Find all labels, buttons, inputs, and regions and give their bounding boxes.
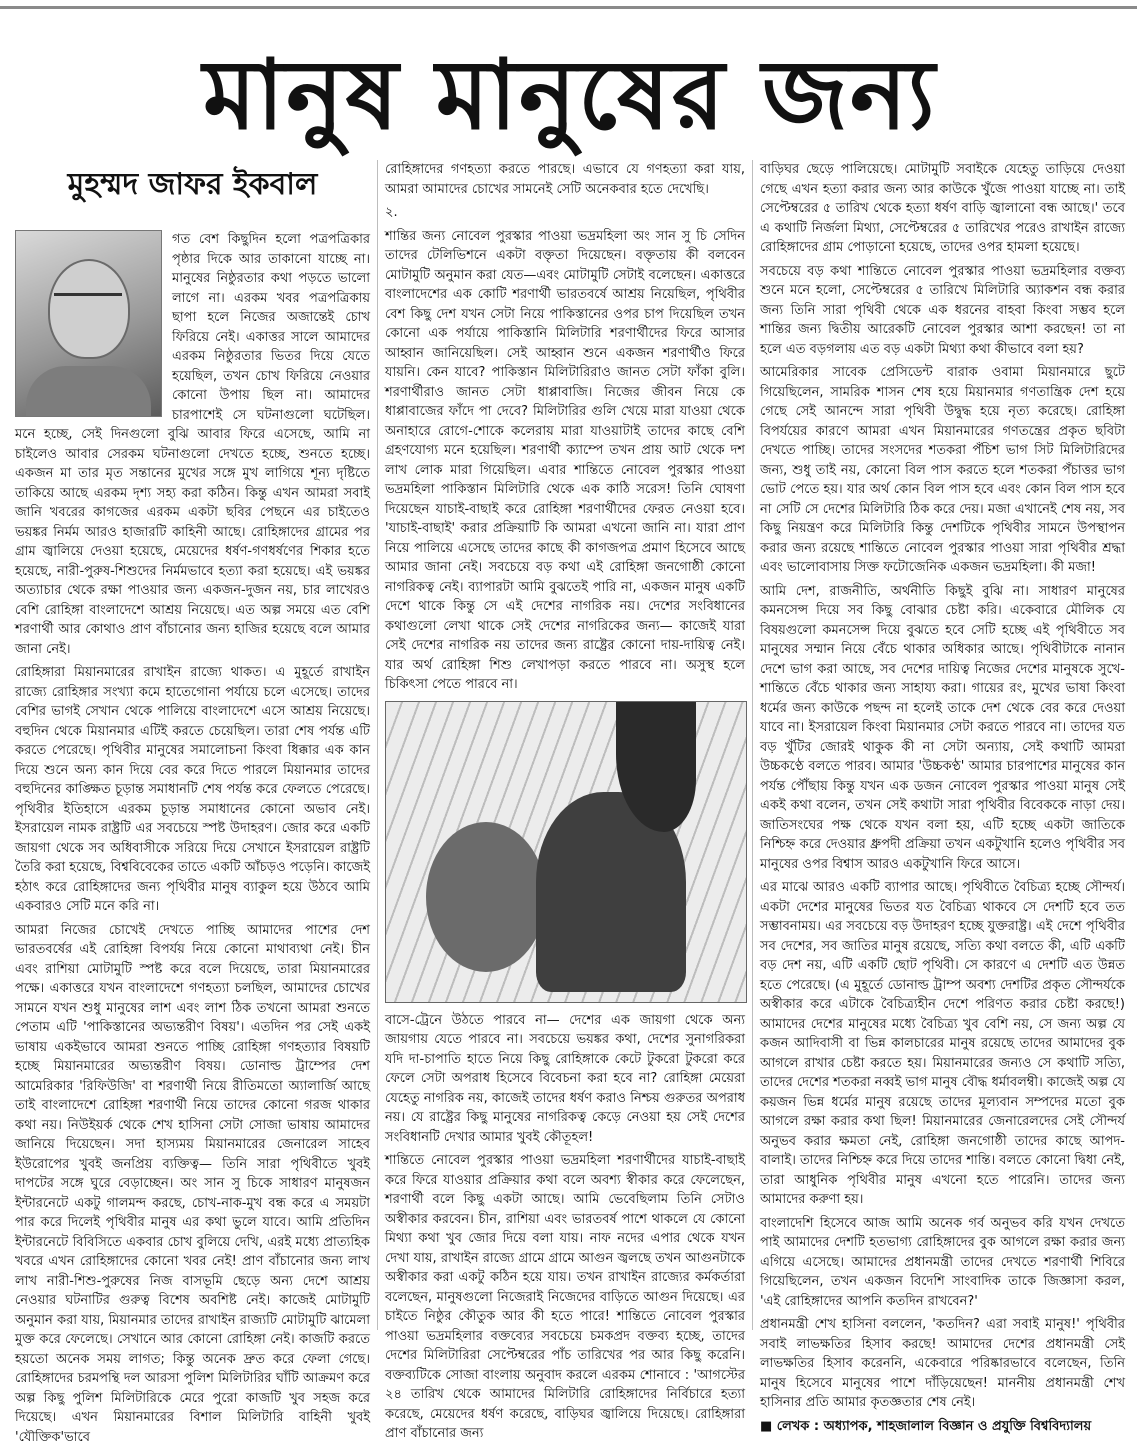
author-glasses-shape bbox=[54, 293, 122, 310]
paragraph: রোহিঙ্গারা মিয়ানমারের রাখাইন রাজ্যে থাকত। এ মুহূর্তে রাখাইন রাজ্যে রোহিঙ্গার সংখ্যা কমে হাতেগোনা পর্যায়ে চলে এসেছে। তাদের বেশির ভাগই সেখান থেকে পালিয়ে বাংলাদেশে এসে আশ্রয় নিয়েছে। বহুদিন থেকে মিয়ানমার এটিই করতে চেয়েছিল। তারা শেষ পর্যন্ত এটি করতে পেরেছে। পৃথিবীর মানুষের সমালোচনা কিংবা ধিক্কার এক কান দিয়ে শুনে অন্য কান দিয়ে বের করে দিতে পারলে মিয়ানমার তাদের বহুদিনের কাঙ্ক্ষিত চূড়ান্ত সমাধানটি শেষ পর্যন্ত করে ফেলতে পেরেছে। পৃথিবীর ইতিহাসে এরকম চূড়ান্ত সমাধানের কোনো অভাব নেই। ইসরায়েল নামক রাষ্ট্রটি এর সবচেয়ে স্পষ্ট উদাহরণ। জোর করে একটি জায়গা থেকে সব অধিবাসীকে সরিয়ে দিয়ে সেখানে ইসরায়েল রাষ্ট্রটি তৈরি করা হয়েছে, বিশ্ববিবেকের তাতে একটি আঁচড়ও পড়েনি। কাজেই হঠাৎ করে রোহিঙ্গাদের জন্য পৃথিবীর মানুষ ব্যাকুল হয়ে উঠবে আমি একবারও সেটি মনে করি না। bbox=[15, 663, 370, 917]
refugee-photo bbox=[385, 701, 747, 1003]
paragraph: বাসে-ট্রেনে উঠতে পারবে না— দেশের এক জায়গা থেকে অন্য জায়গায় যেতে পারবে না। সবচেয়ে ভয়ঙ্কর কথা, দেশের সুনাগরিকরা যদি দা-চাপাতি হাতে নিয়ে কিছু রোহিঙ্গাকে কেটে টুকরো টুকরো করে ফেলে সেটা অপরাধ হিসেবে বিবেচনা করা হবে না? রোহিঙ্গা মেয়েরা যেহেতু নাগরিক নয়, কাজেই তাদের ধর্ষণ করাও নিশ্চয় গুরুতর অপরাধ নয়। যে রাষ্ট্রের কিছু মানুষের নাগরিকত্ব কেড়ে নেওয়া হয় সেই দেশের সংবিধানটি দেখার আমার খুবই কৌতূহল! bbox=[385, 1011, 745, 1148]
paragraph: সবচেয়ে বড় কথা শান্তিতে নোবেল পুরস্কার পাওয়া ভদ্রমহিলার বক্তব্য শুনে মনে হলো, সেপ্টেম্বরের ৫ তারিখে মিলিটারি অ্যাকশন বন্ধ করার জন্য তিনি সারা পৃথিবী থেকে এক ধরনের বাহবা কিংবা সম্ভব হলে শান্তির জন্য দ্বিতীয় আরেকটি নোবেল পুরস্কার আশা করছেন! তা না হলে এত বড়গলায় এত বড় একটা মিথ্যা কথা কীভাবে বলা হয়? bbox=[760, 262, 1125, 360]
paragraph: আমেরিকার সাবেক প্রেসিডেন্ট বারাক ওবামা মিয়ানমারে ছুটে গিয়েছিলেন, সামরিক শাসন শেষ হয়ে মিয়ানমার গণতান্ত্রিক দেশ হয়ে গেছে সেই আনন্দে সারা পৃথিবী উদ্বুদ্ধ হয়ে নৃত্য করেছে। রোহিঙ্গা বিপর্যয়ের কারণে আমরা এখন মিয়ানমারের গণতন্ত্রের প্রকৃত ছবিটা দেখতে পাচ্ছি। তাদের সংসদের শতকরা পঁচিশ ভাগ সিট মিলিটারিদের জন্য, শুধু তাই নয়, কোনো বিল পাস করতে হলে শতকরা পঁচাত্তর ভাগ ভোট পেতে হয়। যার অর্থ কোন বিল পাস হবে এবং কোন বিল পাস হবে না সেটি সে দেশের মিলিটারি ঠিক করে দেয়। মজা এখানেই শেষ নয়, সব কিছু নিয়ন্ত্রণ করে মিলিটারি কিন্তু দেশটিকে পৃথিবীর সামনে উপস্থাপন করার জন্য রয়েছে শান্তিতে নোবেল পুরস্কার পাওয়া সারা পৃথিবীর শ্রদ্ধা এবং ভালোবাসায় সিক্ত ফটোজেনিক একজন ভদ্রমহিলা। কী মজা! bbox=[760, 363, 1125, 578]
paragraph: বাড়িঘর ছেড়ে পালিয়েছে। মোটামুটি সবাইকে যেহেতু তাড়িয়ে দেওয়া গেছে এখন হত্যা করার জন্য আর কাউকে খুঁজে পাওয়া যাচ্ছে না। তাই সেপ্টেম্বরের ৫ তারিখ থেকে হত্যা ধর্ষণ বাড়ি জ্বালানো বন্ধ আছে।' তবে এ কথাটি নির্জলা মিথ্যা, সেপ্টেম্বরের ৫ তারিখের পরেও রাখাইন রাজ্যে রোহিঙ্গাদের গ্রাম পোড়ানো হয়েছে, তাদের ওপর হামলা হয়েছে। bbox=[760, 160, 1125, 258]
column-3 bbox=[760, 160, 1125, 1330]
child-figure-shape bbox=[426, 822, 546, 972]
top-rule bbox=[0, 6, 1137, 9]
author-shirt-shape bbox=[26, 366, 151, 416]
column-divider bbox=[752, 160, 753, 1330]
author-photo bbox=[15, 230, 162, 417]
paragraph: এর মাঝে আরও একটি ব্যাপার আছে। পৃথিবীতে বৈচিত্র্য হচ্ছে সৌন্দর্য। একটা দেশের মানুষের ভিতর যত বৈচিত্র্য থাকবে সে দেশটি হবে তত সম্ভাবনাময়। এর সবচেয়ে বড় উদাহরণ হচ্ছে যুক্তরাষ্ট্র। এই দেশে পৃথিবীর সব দেশের, সব জাতির মানুষ রয়েছে, সত্যি কথা বলতে কী, এটি একটি বড় দেশ নয়, এটি একটি ছোট পৃথিবী। সে কারণে এ দেশটি এত উন্নত হতে পেরেছে। (এ মুহূর্তে ডোনাল্ড ট্রাম্প অবশ্য দেশটির প্রকৃত সৌন্দর্যকে অস্বীকার করে এটাকে বৈচিত্র্যহীন দেশে পরিণত করার চেষ্টা করছে!) আমাদের দেশের মানুষের মধ্যে বৈচিত্র্য খুব বেশি নয়, সে জন্য অল্প যে কজন আদিবাসী বা ভিন্ন কালচারের মানুষ রয়েছে তাদের আমাদের বুক আগলে রাখার চেষ্টা করতে হয়। মিয়ানমারের জন্যও সে কথাটি সত্যি, তাদের দেশের শতকরা নব্বই ভাগ মানুষ বৌদ্ধ ধর্মাবলম্বী। কাজেই অল্প যে কয়জন ভিন্ন ধর্মের মানুষ রয়েছে তাদের মূল্যবান সম্পদের মতো বুক আগলে রক্ষা করার কথা ছিল! মিয়ানমারের জেনারেলদের সেই সৌন্দর্য অনুভব করার ক্ষমতা নেই, রোহিঙ্গা জনগোষ্ঠী তাদের কাছে আপদ-বালাই। তাদের নিশ্চিহ্ন করে দিয়ে তাদের শান্তি। বলতে কোনো দ্বিধা নেই, তারা আধুনিক পৃথিবীর মানুষ এখনো হতে পারেনি। তাদের জন্য আমাদের করুণা হয়। bbox=[760, 878, 1125, 1210]
column-1 bbox=[15, 230, 370, 1330]
byline: মুহম্মদ জাফর ইকবাল bbox=[15, 160, 370, 210]
column-divider bbox=[377, 160, 378, 1330]
paragraph: গত বেশ কিছুদিন হলো পত্রপত্রিকার পৃষ্ঠার দিকে আর তাকানো যাচ্ছে না। মানুষের নিষ্ঠুরতার কথা পড়তে ভালো লাগে না। এরকম খবর পত্রপত্রিকায় ছাপা হলে নিজের অজান্তেই চোখ ফিরিয়ে নেই। একাত্তর সালে আমাদের এরকম নিষ্ঠুরতার ভিতর দিয়ে যেতে হয়েছিল, তখন চোখ ফিরিয়ে নেওয়ার কোনো উপায় ছিল না। আমাদের চারপাশেই সে ঘটনাগুলো ঘটেছিল। মনে হচ্ছে, সেই দিনগুলো বুঝি আবার ফিরে এসেছে, আমি না চাইলেও আবার সেরকম ঘটনাগুলো দেখতে হচ্ছে, শুনতে হচ্ছে। একজন মা তার মৃত সন্তানের মুখের সঙ্গে মুখ লাগিয়ে শূন্য দৃষ্টিতে তাকিয়ে আছে এরকম দৃশ্য সহ্য করা কঠিন। কিন্তু এখন আমরা সবাই জানি খবরের কাগজের এরকম একটা ছবির পেছনে এর চাইতেও ভয়ঙ্কর নির্মম আরও হাজারটি কাহিনী আছে। রোহিঙ্গাদের গ্রামের পর গ্রাম জ্বালিয়ে দেওয়া হয়েছে, মেয়েদের ধর্ষণ-গণধর্ষণের শিকার হতে হয়েছে, নারী-পুরুষ-শিশুদের নির্মমভাবে হত্যা করা হয়েছে। এই ভয়ঙ্কর অত্যাচার থেকে রক্ষা পাওয়ার জন্য একজন-দুজন নয়, চার লাখেরও বেশি রোহিঙ্গা বাংলাদেশে আশ্রয় নিয়েছে। এত অল্প সময়ে এত বেশি শরণার্থী আর কোথাও প্রাণ বাঁচানোর জন্য হাজির হয়েছে বলে আমার জানা নেই। bbox=[15, 230, 370, 659]
paragraph: রোহিঙ্গাদের গণহত্যা করতে পারছে। এভাবে যে গণহত্যা করা যায়, আমরা আমাদের চোখের সামনেই সেটি অনেকবার হতে দেখেছি। bbox=[385, 160, 745, 199]
paragraph: বাংলাদেশি হিসেবে আজ আমি অনেক গর্ব অনুভব করি যখন দেখতে পাই আমাদের দেশটি হতভাগ্য রোহিঙ্গাদের বুক আগলে রক্ষা করার জন্য এগিয়ে এসেছে। আমাদের প্রধানমন্ত্রী তাদের দেখতে শরণার্থী শিবিরে গিয়েছিলেন, তখন একজন বিদেশি সাংবাদিক তাকে জিজ্ঞাসা করল, 'এই রোহিঙ্গাদের আপনি কতদিন রাখবেন?' bbox=[760, 1214, 1125, 1312]
headline: মানুষ মানুষের জন্য bbox=[200, 30, 940, 160]
paragraph: আমরা নিজের চোখেই দেখতে পাচ্ছি আমাদের পাশের দেশ ভারতবর্ষের এই রোহিঙ্গা বিপর্যয় নিয়ে কোনো মাথাব্যথা নেই। চীন এবং রাশিয়া মোটামুটি স্পষ্ট করে বলে দিয়েছে, তারা মিয়ানমারের পক্ষে। একাত্তরে যখন বাংলাদেশে গণহত্যা চলছিল, আমাদের চোখের সামনে যখন শুধু মানুষের লাশ এবং লাশ ঠিক তখনো আমরা শুনতে পেতাম এটি 'পাকিস্তানের অভ্যন্তরীণ বিষয়'। এতদিন পর সেই একই ভাষায় একইভাবে আমরা শুনতে পাচ্ছি রোহিঙ্গা গণহত্যার বিষয়টি হচ্ছে মিয়ানমারের অভ্যন্তরীণ বিষয়। ডোনাল্ড ট্রাম্পের দেশ আমেরিকার 'রিফিউজি' বা শরণার্থী নিয়ে রীতিমতো অ্যালার্জি আছে তাই বাংলাদেশে রোহিঙ্গা শরণার্থী নিয়ে তাদের কোনো গরজ থাকার কথা নয়। নিউইয়র্ক থেকে শেখ হাসিনা সেটা সোজা ভাষায় আমাদের জানিয়ে দিয়েছেন। সদা হাস্যময় মিয়ানমারের জেনারেল সাহেব ইউরোপের খুবই জনপ্রিয় ব্যক্তিত্ব— তিনি সারা পৃথিবীতে খুবই দাপটের সঙ্গে ঘুরে বেড়াচ্ছেন। অং সান সু চিকে সাধারণ মানুষজন ইন্টারনেটে একটু গালমন্দ করছে, চোখ-নাক-মুখ বন্ধ করে এ সময়টা পার করে দিলেই পৃথিবীর মানুষ এর কথা ভুলে যাবে। আমি প্রতিদিন ইন্টারনেটে বিবিসিতে একবার চোখ বুলিয়ে দেখি, এরই মধ্যে প্রাত্যহিক খবরে এখন রোহিঙ্গাদের কোনো খবর নেই! প্রাণ বাঁচানোর জন্য লাখ লাখ নারী-শিশু-পুরুষের নিজ বাসভূমি ছেড়ে অন্য দেশে আশ্রয় নেওয়ার ঘটনাটির গুরুত্ব বিশেষ অবশিষ্ট নেই। কাজেই মোটামুটি অনুমান করা যায়, মিয়ানমার তাদের রাখাইন রাজ্যটি মোটামুটি ঝামেলা মুক্ত করে ফেলেছে। সেখানে আর কোনো রোহিঙ্গা নেই। কাজটি করতে হয়তো অনেক সময় লাগত; কিন্তু অনেক দ্রুত করে ফেলা গেছে। রোহিঙ্গাদের চরমপন্থি দল আরসা পুলিশ মিলিটারির ঘাঁটি আক্রমণ করে অল্প কিছু পুলিশ মিলিটারিকে মেরে পুরো কাজটি খুব সহজ করে দিয়েছে। এখন মিয়ানমারের বিশাল মিলিটারি বাহিনী খুবই 'যৌক্তিক'ভাবে bbox=[15, 921, 370, 1447]
paragraph: প্রধানমন্ত্রী শেখ হাসিনা বললেন, 'কতদিন? এরা সবাই মানুষ!' পৃথিবীর সবাই লাভক্ষতির হিসাব করছে! আমাদের দেশের প্রধানমন্ত্রী সেই লাভক্ষতির হিসাব করেননি, একেবারে পরিষ্কারভাবে বলেছেন, তিনি মানুষ হিসেবে মানুষের পাশে দাঁড়িয়েছেন! মাননীয় প্রধানমন্ত্রী শেখ হাসিনার প্রতি আমার কৃতজ্ঞতার শেষ নেই। bbox=[760, 1315, 1125, 1413]
paragraph: শান্তিতে নোবেল পুরস্কার পাওয়া ভদ্রমহিলা শরণার্থীদের যাচাই-বাছাই করে ফিরে যাওয়ার প্রক্রিয়ার কথা বলে অবশ্য স্বীকার করে ফেলেছেন, শরণার্থী বলে কিছু একটা আছে। আমি ভেবেছিলাম তিনি সেটাও অস্বীকার করবেন। চীন, রাশিয়া এবং ভারতবর্ষ পাশে থাকলে যে কোনো মিথ্যা কথা খুব জোর দিয়ে বলা যায়। নাফ নদের এপার থেকে যখন দেখা যায়, রাখাইন রাজ্যে গ্রামে গ্রামে আগুন জ্বলছে তখন আগুনটাকে অস্বীকার করা একটু কঠিন হয়ে যায়। তখন রাখাইন রাজ্যের কর্মকর্তারা বলেছেন, মানুষগুলো নিজেরাই নিজেদের বাড়িতে আগুন দিয়েছে। এর চাইতে নিষ্ঠুর কৌতুক আর কী হতে পারে! শান্তিতে নোবেল পুরস্কার পাওয়া ভদ্রমহিলার বক্তব্যের সবচেয়ে চমকপ্রদ বক্তব্য হচ্ছে, তাদের দেশের মিলিটারিরা সেপ্টেম্বরের পাঁচ তারিখের পর আর কিছু করেনি। বক্তব্যটিকে সোজা বাংলায় অনুবাদ করলে এরকম শোনাবে : 'আগস্টের ২৪ তারিখ থেকে আমাদের মিলিটারি রোহিঙ্গাদের নির্বিচারে হত্যা করেছে, মেয়েদের ধর্ষণ করেছে, বাড়িঘর জ্বালিয়ে দিয়েছে। রোহিঙ্গারা প্রাণ বাঁচানোর জন্য bbox=[385, 1151, 745, 1444]
section-number: ২. bbox=[385, 203, 745, 223]
paragraph: শান্তির জন্য নোবেল পুরস্কার পাওয়া ভদ্রমহিলা অং সান সু চি সেদিন তাদের টেলিভিশনে একটা বক্তৃতা দিয়েছেন। বক্তৃতায় কী বলবেন মোটামুটি অনুমান করা যেত—এবং মোটামুটি সেটাই বলেছেন। একাত্তরে বাংলাদেশের এক কোটি শরণার্থী ভারতবর্ষে আশ্রয় নিয়েছিল, পৃথিবীর বেশ কিছু দেশ যখন সেটা নিয়ে পাকিস্তানের ওপর চাপ দিয়েছিল তখন কোনো এক পর্যায়ে পাকিস্তানি মিলিটারি শরণার্থীদের ফিরে আসার আহ্বান জানিয়েছিল। সেই আহ্বান শুনে একজন শরণার্থীও ফিরে যায়নি। কেন যাবে? পাকিস্তান মিলিটারিরাও জানত সেটা ফাঁকা বুলি। শরণার্থীরাও জানত সেটা ধাপ্পাবাজি। নিজের জীবন নিয়ে কে ধাপ্পাবাজের ফাঁদে পা দেবে? মিলিটারির গুলি খেয়ে মারা যাওয়া থেকে অনাহারে রোগে-শোকে কলেরায় মারা যাওয়াটাই তাদের কাছে বেশি গ্রহণযোগ্য মনে হয়েছিল। শরণার্থী ক্যাম্পে তখন প্রায় আট থেকে দশ লাখ লোক মারা গিয়েছিল। এবার শান্তিতে নোবেল পুরস্কার পাওয়া ভদ্রমহিলা পাকিস্তান মিলিটারি থেকে এক কাঠি সরেস! তিনি ঘোষণা দিয়েছেন যাচাই-বাছাই করে রোহিঙ্গা শরণার্থীদের ফেরত নেওয়া হবে। 'যাচাই-বাছাই' করার প্রক্রিয়াটি কি আমরা এখনো জানি না। যারা প্রাণ নিয়ে পালিয়ে এসেছে তাদের কাছে কী কাগজপত্র প্রমাণ হিসেবে আছে আমার জানা নেই। সবচেয়ে বড় কথা এই রোহিঙ্গা জনগোষ্ঠী কোনো নাগরিকত্ব নেই। ব্যাপারটা আমি বুঝতেই পারি না, একজন মানুষ একটি দেশে থাকে কিন্তু সে এই দেশের নাগরিক নয়। দেশের সংবিধানের কথাগুলো লেখা থাকে সেই দেশের নাগরিকের জন্য— কাজেই যারা সেই দেশের নাগরিক নয় তাদের জন্য রাষ্ট্রের কোনো দায়-দায়িত্ব নেই। যার অর্থ রোহিঙ্গা শিশু লেখাপড়া করতে পারবে না। অসুস্থ হলে চিকিৎসা পেতে পারবে না। bbox=[385, 227, 745, 695]
column-2 bbox=[385, 160, 745, 1330]
author-footnote: ■ লেখক : অধ্যাপক, শাহজালাল বিজ্ঞান ও প্রযুক্তি বিশ্ববিদ্যালয় bbox=[760, 1417, 1125, 1437]
paragraph: আমি দেশ, রাজনীতি, অর্থনীতি কিছুই বুঝি না। সাধারণ মানুষের কমনসেন্স দিয়ে সব কিছু বোঝার চেষ্টা করি। একেবারে মৌলিক যে বিষয়গুলো কমনসেন্স দিয়ে বুঝতে হবে সেটি হচ্ছে এই পৃথিবীতে সব মানুষের সম্মান নিয়ে বেঁচে থাকার অধিকার আছে। পৃথিবীটাকে নানান দেশে ভাগ করা আছে, সব দেশের দায়িত্ব নিজের দেশের মানুষকে সুখে-শান্তিতে বেঁচে থাকার জন্য সাহায্য করা। গায়ের রং, মুখের ভাষা কিংবা ধর্মের জন্য কাউকে পছন্দ না হলেই তাকে দেশ থেকে বের করে দেওয়া যাবে না। ইসরায়েল কিংবা মিয়ানমার সেটা করতে পারবে না। তাদের যত বড় খুঁটির জোরই থাকুক কী না সেটা অন্যায়, সেই কথাটি আমরা উচ্চকণ্ঠে বলতে পারব। আমার 'উচ্চকণ্ঠ' আমার চারপাশের মানুষের কান পর্যন্ত পৌঁছায় কিন্তু যখন এক ডজন নোবেল পুরস্কার পাওয়া মানুষ সেই একই কথা বলেন, তখন সেই কথাটা সারা পৃথিবীর বিবেককে নাড়া দেয়। জাতিসংঘের পক্ষ থেকে যখন বলা হয়, এটি হচ্ছে একটা জাতিকে নিশ্চিহ্ন করে দেওয়ার ধ্রুপদী প্রক্রিয়া তখন একটুখানি হলেও পৃথিবীর সব মানুষের ওপর বিশ্বাস আরও একটুখানি ফিরে আসে। bbox=[760, 582, 1125, 875]
